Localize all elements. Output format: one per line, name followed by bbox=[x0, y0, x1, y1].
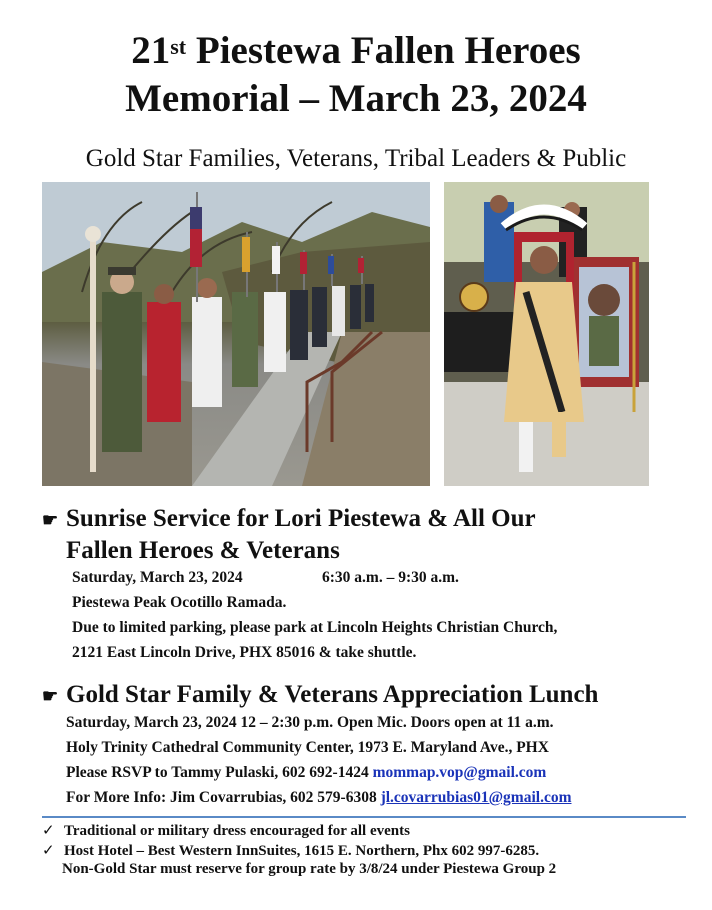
note-group-rate: Non-Gold Star must reserve for group rate by 3/8/24 under Piestewa Group 2 bbox=[62, 861, 557, 877]
info-text: For More Info: Jim Covarrubias, 602 579-6308 bbox=[66, 789, 381, 806]
divider-rule bbox=[42, 816, 686, 818]
sunrise-location: Piestewa Peak Ocotillo Ramada. bbox=[72, 594, 287, 611]
sunrise-service-heading bbox=[42, 504, 536, 535]
lunch-date-time: Saturday, March 23, 2024 12 – 2:30 p.m. Open Mic. Doors open at 11 a.m. bbox=[66, 714, 554, 731]
rsvp-text: Please RSVP to Tammy Pulaski, 602 692-1424 bbox=[66, 764, 373, 781]
dancer-photo bbox=[444, 182, 649, 486]
title-line-1 bbox=[0, 28, 712, 74]
title-ordinal: 21 bbox=[131, 29, 171, 72]
title-line-2: Memorial – March 23, 2024 bbox=[125, 77, 587, 120]
appreciation-lunch-heading bbox=[42, 680, 598, 711]
info-email-link[interactable]: jl.covarrubias01@gmail.com bbox=[380, 789, 572, 806]
parking-address: 2121 East Lincoln Drive, PHX 85016 & take shuttle. bbox=[72, 644, 417, 661]
checkmark-icon: ✓ bbox=[42, 843, 55, 859]
pointing-hand-icon: ☛ bbox=[42, 510, 59, 531]
title-rest: Piestewa Fallen Heroes bbox=[186, 29, 581, 72]
sunrise-date: Saturday, March 23, 2024 bbox=[72, 569, 243, 586]
sunrise-heading-line2: Fallen Heroes & Veterans bbox=[66, 537, 340, 564]
parking-note: Due to limited parking, please park at Lincoln Heights Christian Church, bbox=[72, 619, 558, 636]
rsvp-email-link[interactable]: mommap.vop@gmail.com bbox=[372, 764, 547, 781]
lunch-heading-text: Gold Star Family & Veterans Appreciation Lunch bbox=[66, 681, 599, 708]
sunrise-heading-line1: Sunrise Service for Lori Piestewa & All Our bbox=[66, 505, 536, 532]
note-dress bbox=[42, 821, 410, 840]
sunrise-time: 6:30 a.m. – 9:30 a.m. bbox=[322, 569, 459, 586]
rsvp-line bbox=[66, 764, 546, 782]
pointing-hand-icon: ☛ bbox=[42, 686, 59, 707]
note-hotel bbox=[42, 841, 539, 860]
note-hotel-text: Host Hotel – Best Western InnSuites, 1615 E. Northern, Phx 602 997-6285. bbox=[64, 843, 540, 859]
title-ordinal-suffix: st bbox=[170, 34, 187, 59]
subtitle: Gold Star Families, Veterans, Tribal Leaders & Public bbox=[85, 145, 627, 172]
procession-photo bbox=[42, 182, 430, 486]
checkmark-icon: ✓ bbox=[42, 823, 55, 839]
note-dress-text: Traditional or military dress encouraged for all events bbox=[64, 823, 410, 839]
lunch-venue: Holy Trinity Cathedral Community Center, 1973 E. Maryland Ave., PHX bbox=[66, 739, 549, 756]
info-line bbox=[66, 789, 572, 807]
